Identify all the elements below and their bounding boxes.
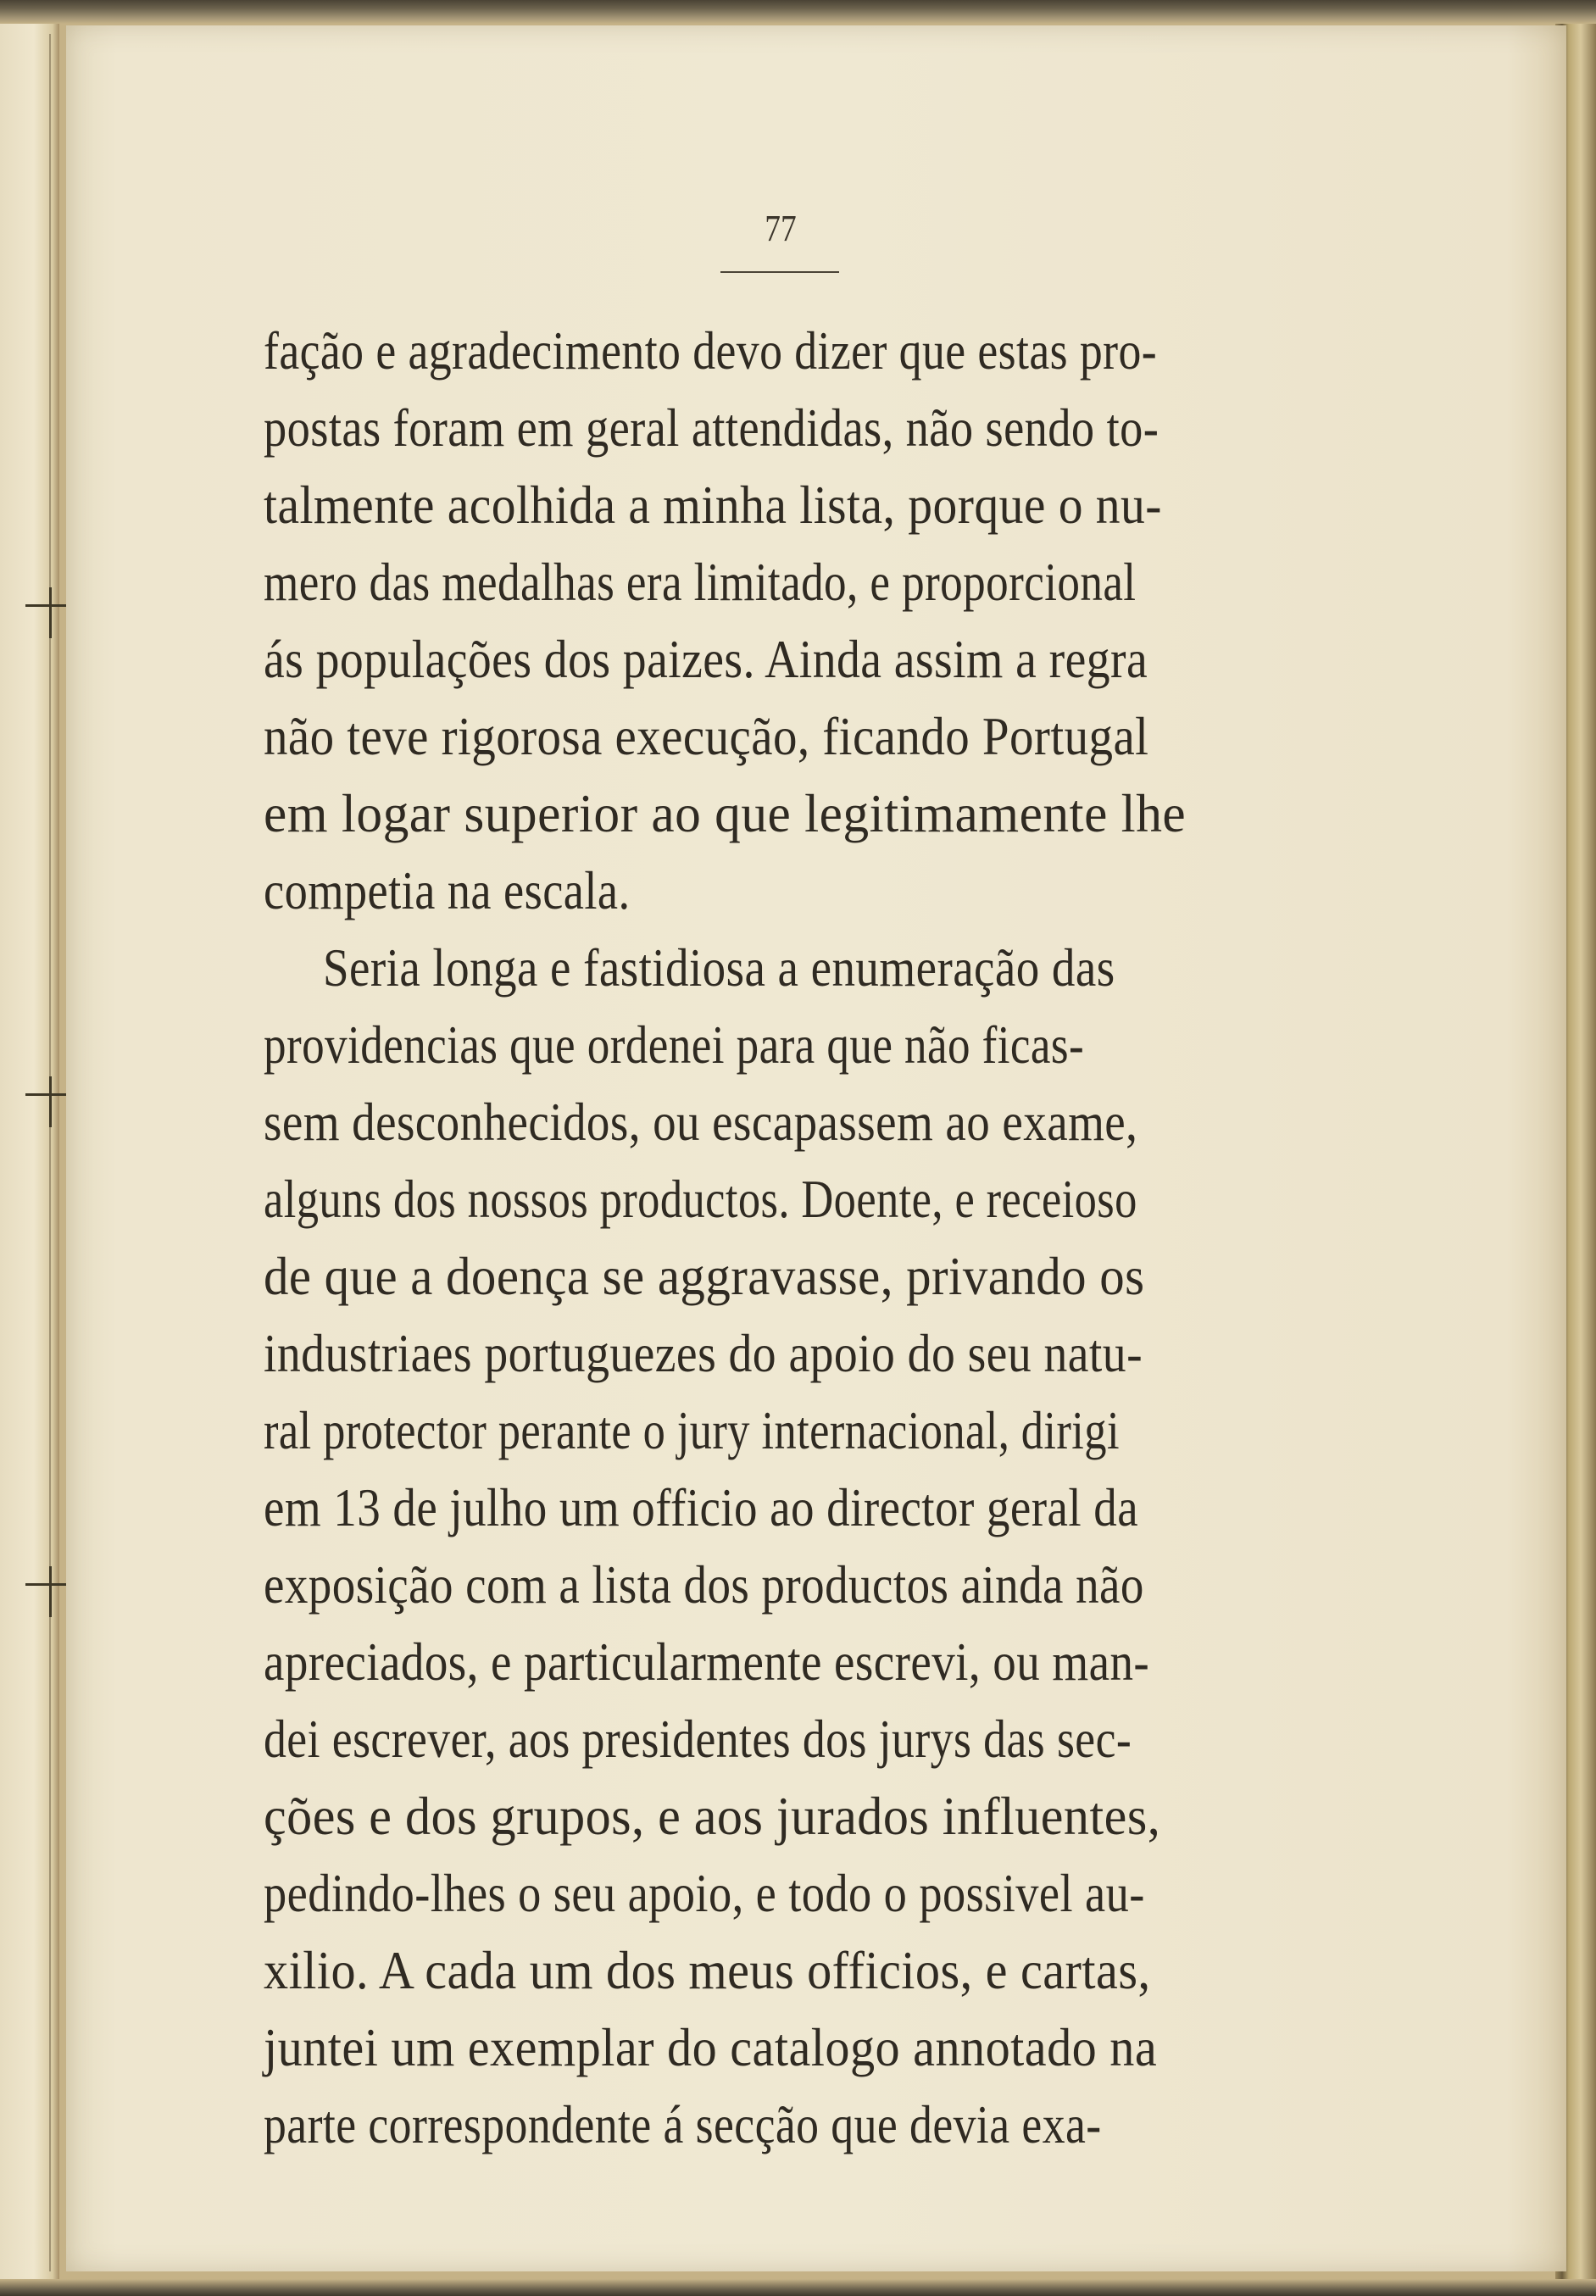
binding-tick-mark <box>49 587 52 638</box>
text-line: juntei um exemplar do catalogo annotado na <box>264 2017 1158 2077</box>
book-page <box>66 25 1566 2271</box>
page-number: 77 <box>765 208 797 249</box>
text-line: industriaes portuguezes do apoio do seu natu- <box>264 1323 1143 1383</box>
text-line: alguns dos nossos productos. Doente, e receioso <box>264 1169 1137 1229</box>
text-line: dei escrever, aos presidentes dos jurys das sec- <box>264 1709 1132 1769</box>
text-line: mero das medalhas era limitado, e proporcional <box>264 552 1137 612</box>
header-rule <box>720 271 839 273</box>
text-line: competia na escala. <box>264 860 631 920</box>
text-line: fação e agradecimento devo dizer que estas pro- <box>264 320 1158 381</box>
text-line: de que a doença se aggravasse, privando os <box>264 1246 1145 1306</box>
text-line: postas foram em geral attendidas, não sendo to- <box>264 397 1159 458</box>
text-line: parte correspondente á secção que devia exa- <box>264 2094 1102 2154</box>
text-line: xilio. A cada um dos meus officios, e cartas, <box>264 1940 1151 2000</box>
text-line: ral protector perante o jury internacional, dirigi <box>264 1400 1120 1460</box>
binding-tick-mark <box>49 1076 52 1127</box>
text-line: Seria longa e fastidiosa a enumeração das <box>323 937 1115 998</box>
text-line: em 13 de julho um officio ao director geral da <box>264 1477 1139 1537</box>
binding-tick-mark <box>49 1566 52 1617</box>
text-line: não teve rigorosa execução, ficando Portugal <box>264 706 1149 766</box>
text-line: pedindo-lhes o seu apoio, e todo o possivel au- <box>264 1863 1145 1923</box>
text-line: ções e dos grupos, e aos jurados influentes, <box>264 1786 1161 1846</box>
scan-border-bottom <box>0 2279 1596 2296</box>
text-line: apreciados, e particularmente escrevi, ou man- <box>264 1632 1150 1692</box>
text-line: providencias que ordenei para que não ficas- <box>264 1015 1085 1075</box>
text-line: em logar superior ao que legitimamente lhe <box>264 783 1187 843</box>
text-line: exposição com a lista dos productos ainda não <box>264 1554 1144 1615</box>
text-line: talmente acolhida a minha lista, porque o nu- <box>264 475 1162 535</box>
text-line: sem desconhecidos, ou escapassem ao exame, <box>264 1092 1138 1152</box>
scan-border-top <box>0 0 1596 24</box>
text-line: ás populações dos paizes. Ainda assim a regra <box>264 629 1148 689</box>
body-text <box>264 312 1315 2163</box>
binding-line <box>49 34 51 2271</box>
